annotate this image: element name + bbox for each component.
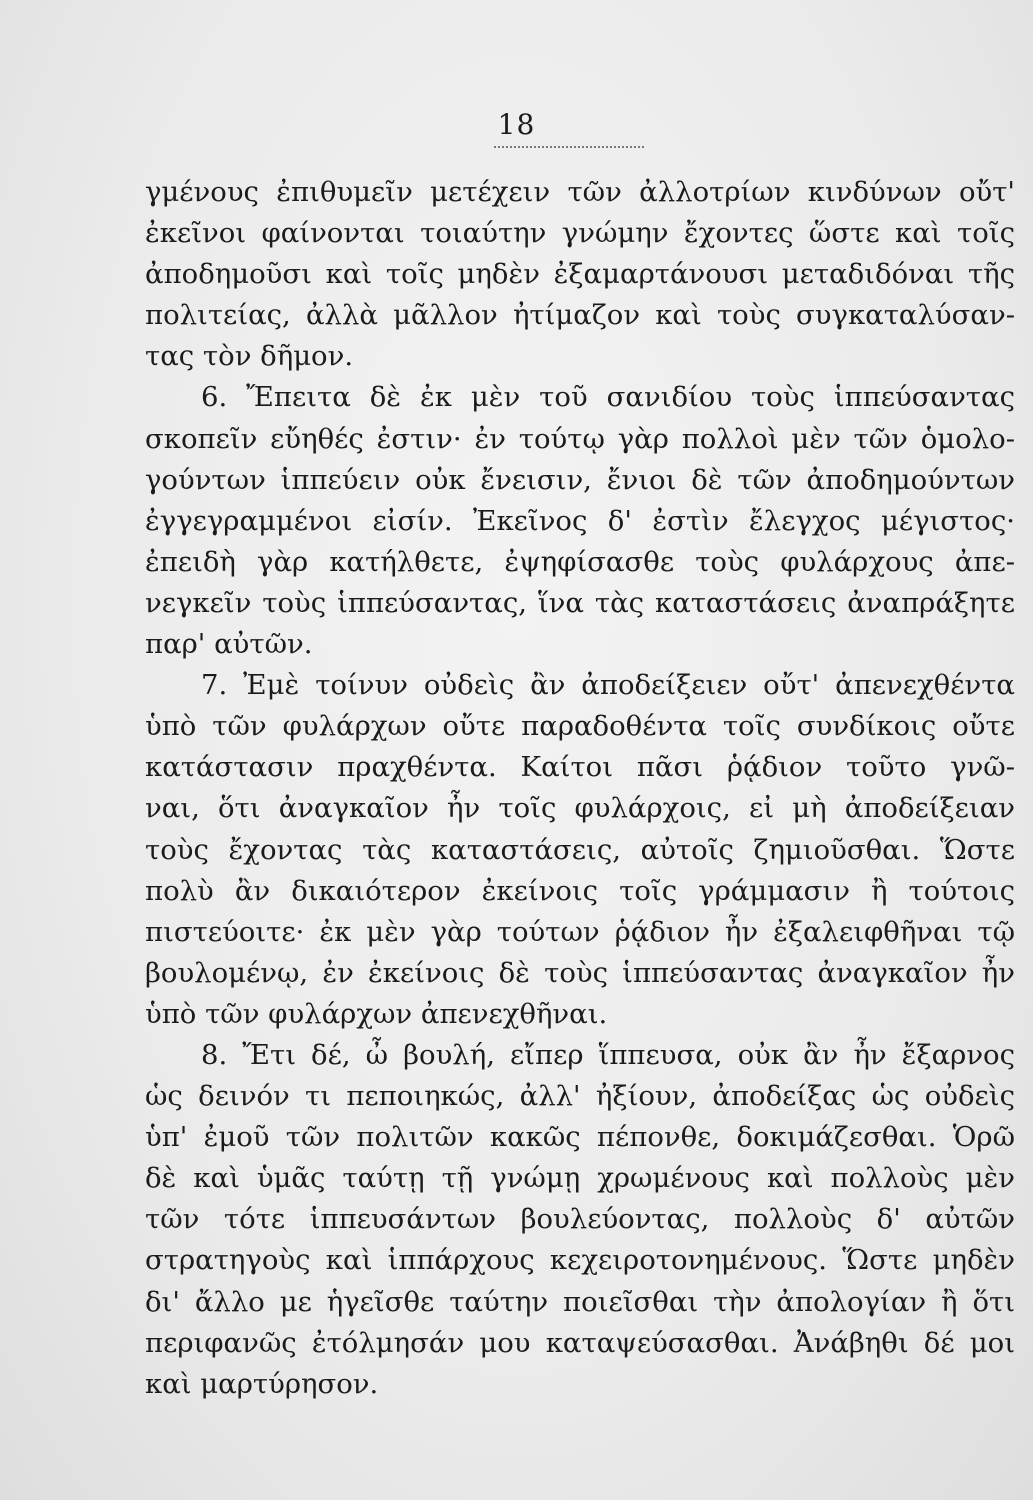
text-line: τοὺς ἔχοντας τὰς καταστάσεις, αὐτοῖς ζημιοῦσθαι. Ὥστε — [145, 833, 1015, 866]
text-line: τας τὸν δῆμον. — [145, 340, 354, 373]
section-8-start: 8. Ἔτι δέ, ὦ βουλή, εἴπερ ἵππευσα, οὐκ ἂν ἦν ἔξαρνος — [201, 1038, 1015, 1071]
text-line: καὶ μαρτύρησον. — [145, 1367, 379, 1400]
text-line: ἐγγεγραμμένοι εἰσίν. Ἐκεῖνος δ' ἐστὶν ἔλεγχος μέγιστος· — [145, 504, 1015, 537]
text-line: ἀποδημοῦσι καὶ τοῖς μηδὲν ἐξαμαρτάνουσι μεταδιδόναι τῆς — [145, 258, 1015, 291]
text-line: περιφανῶς ἐτόλμησάν μου καταψεύσασθαι. Ἀνάβηθι δέ μοι — [145, 1326, 1015, 1359]
text-line: πολιτείας, ἀλλὰ μᾶλλον ἠτίμαζον καὶ τοὺς συγκαταλύσαν- — [145, 299, 1015, 332]
text-line: πιστεύοιτε· ἐκ μὲν γὰρ τούτων ῥᾴδιον ἦν ἐξαλειφθῆναι τῷ — [145, 915, 1015, 948]
text-line: τῶν τότε ἱππευσάντων βουλεύοντας, πολλοὺς δ' αὐτῶν — [145, 1203, 1015, 1236]
main-text — [145, 172, 1015, 1405]
text-line: ὡς δεινόν τι πεποιηκώς, ἀλλ' ἠξίουν, ἀποδείξας ὡς οὐδεὶς — [145, 1080, 1015, 1113]
text-line: δὲ καὶ ὑμᾶς ταύτῃ τῇ γνώμῃ χρωμένους καὶ πολλοὺς μὲν — [145, 1162, 1015, 1195]
text-line: γμένους ἐπιθυμεῖν μετέχειν τῶν ἀλλοτρίων κινδύνων οὔτ' — [145, 176, 1015, 208]
section-7-start: 7. Ἐμὲ τοίνυν οὐδεὶς ἂν ἀποδείξειεν οὔτ' ἀπενεχθέντα — [201, 669, 1015, 702]
text-line: πολὺ ἂν δικαιότερον ἐκείνοις τοῖς γράμμασιν ἢ τούτοις — [145, 874, 1015, 907]
text-line: νεγκεῖν τοὺς ἱππεύσαντας, ἵνα τὰς καταστάσεις ἀναπράξητε — [145, 586, 1015, 619]
text-line: στρατηγοὺς καὶ ἱππάρχους κεχειροτονημένους. Ὥστε μηδὲν — [145, 1244, 1015, 1277]
text-line: παρ' αὐτῶν. — [145, 628, 313, 661]
text-line: ναι, ὅτι ἀναγκαῖον ἦν τοῖς φυλάρχοις, εἰ μὴ ἀποδείξειαν — [145, 792, 1015, 825]
text-line: ὑπὸ τῶν φυλάρχων οὔτε παραδοθέντα τοῖς συνδίκοις οὔτε — [145, 710, 1015, 743]
text-line: βουλομένῳ, ἐν ἐκείνοις δὲ τοὺς ἱππεύσαντας ἀναγκαῖον ἦν — [145, 956, 1015, 989]
text-line: γούντων ἱππεύειν οὐκ ἔνεισιν, ἔνιοι δὲ τῶν ἀποδημούντων — [145, 463, 1015, 496]
text-line: δι' ἄλλο με ἡγεῖσθε ταύτην ποιεῖσθαι τὴν ἀπολογίαν ἢ ὅτι — [145, 1285, 1015, 1318]
text-line: ἐπειδὴ γὰρ κατήλθετε, ἐψηφίσασθε τοὺς φυλάρχους ἀπε- — [145, 545, 1015, 578]
text-line: κατάστασιν πραχθέντα. Καίτοι πᾶσι ῥᾴδιον τοῦτο γνῶ- — [145, 751, 1015, 784]
text-line: ἐκεῖνοι φαίνονται τοιαύτην γνώμην ἔχοντες ὥστε καὶ τοῖς — [145, 217, 1015, 250]
page-number: 18 — [497, 108, 536, 141]
text-line: ὑπὸ τῶν φυλάρχων ἀπενεχθῆναι. — [145, 997, 608, 1030]
text-line: σκοπεῖν εὔηθές ἐστιν· ἐν τούτῳ γὰρ πολλοὶ μὲν τῶν ὁμολο- — [145, 422, 1015, 455]
section-6-start: 6. Ἔπειτα δὲ ἐκ μὲν τοῦ σανιδίου τοὺς ἱππεύσαντας — [201, 381, 1015, 414]
text-line: ὑπ' ἐμοῦ τῶν πολιτῶν κακῶς πέπονθε, δοκιμάζεσθαι. Ὁρῶ — [145, 1121, 1015, 1154]
header-rule — [494, 146, 644, 148]
